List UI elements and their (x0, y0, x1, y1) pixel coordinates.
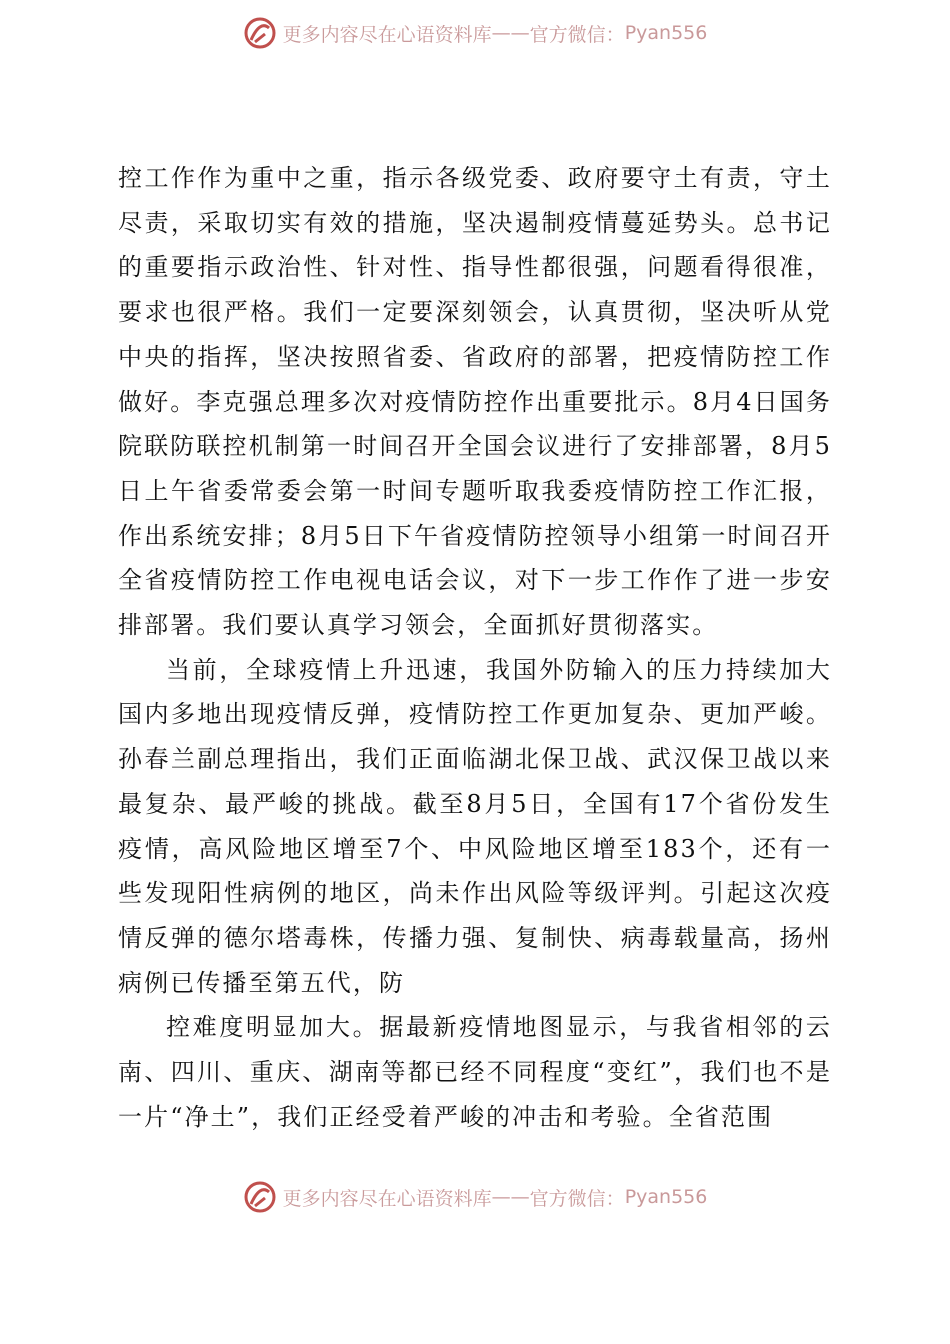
header-banner (0, 16, 950, 50)
banner-wechat-label: 官方微信： (529, 1187, 625, 1210)
banner-brand-text: 更多内容尽在心语资料库 (282, 1187, 492, 1210)
paragraph: 控工作作为重中之重，指示各级党委、政府要守土有责，守土尽责，采取切实有效的措施，坚决遏制疫情蔓延势头。总书记的重要指示政治性、针对性、指导性都很强，问题看得很准，要求也很严格。我们一定要深刻领会，认真贯彻，坚决听从党中央的指挥，坚决按照省委、省政府的部署，把疫情防控工作做好。李克强总理多次对疫情防控作出重要批示。8月4日国务院联防联控机制第一时间召开全国会议进行了安排部署，8月5日上午省委常委会第一时间专题听取我委疫情防控工作汇报，作出系统安排；8月5日下午省疫情防控领导小组第一时间召开全省疫情防控工作电视电话会议，对下一步工作作了进一步安排部署。我们要认真学习领会，全面抓好贯彻落实。 (118, 164, 832, 640)
footer-banner (0, 1180, 950, 1214)
logo-icon (243, 1180, 277, 1214)
banner-brand-text: 更多内容尽在心语资料库 (282, 23, 492, 46)
document-body (118, 156, 832, 1139)
paragraph: 当前，全球疫情上升迅速，我国外防输入的压力持续加大国内多地出现疫情反弹，疫情防控工作更加复杂、更加严峻。孙春兰副总理指出，我们正面临湖北保卫战、武汉保卫战以来最复杂、最严峻的挑战。截至8月5日，全国有17个省份发生疫情，高风险地区增至7个、中风险地区增至183个，还有一些发现阳性病例的地区，尚未作出风险等级评判。引起这次疫情反弹的德尔塔毒株，传播力强、复制快、病毒载量高，扬州病例已传播至第五代，防 (118, 655, 832, 997)
banner-wechat-id: Pyan556 (624, 22, 708, 44)
paragraph: 控难度明显加大。据最新疫情地图显示，与我省相邻的云南、四川、重庆、湖南等都已经不同程度“变红”，我们也不是一片“净土”，我们正经受着严峻的冲击和考验。全省范围 (118, 1013, 832, 1131)
logo-icon (243, 16, 277, 50)
banner-dash: —— (491, 1186, 530, 1208)
banner-wechat-id: Pyan556 (624, 1186, 708, 1208)
banner-dash: —— (491, 22, 530, 44)
banner-wechat-label: 官方微信： (529, 23, 625, 46)
